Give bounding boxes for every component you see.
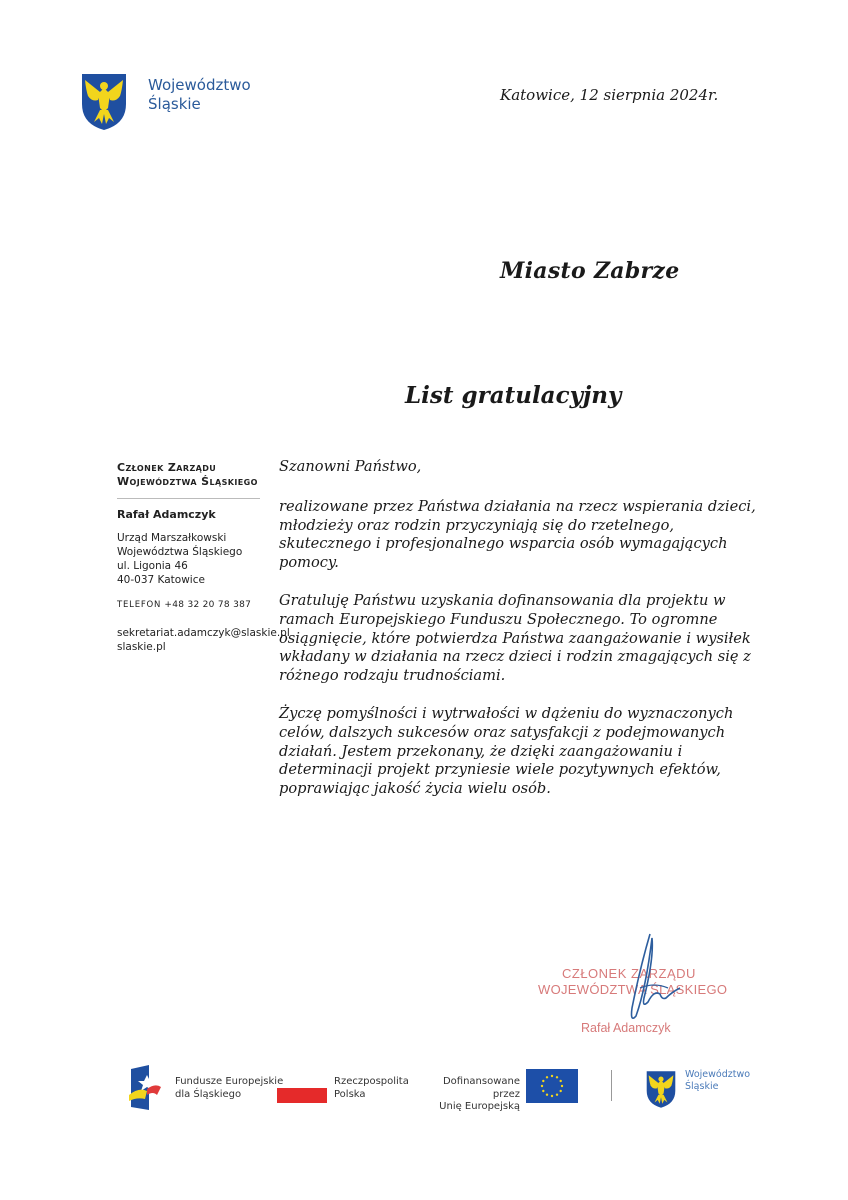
stamp-line2: WOJEWÓDZTWA ŚLĄSKIEGO	[538, 982, 728, 997]
eu-line1: Dofinansowane przez	[442, 1076, 520, 1100]
sender-email[interactable]: sekretariat.adamczyk@slaskie.pl	[117, 627, 290, 639]
european-funds-logo-icon	[127, 1065, 167, 1110]
fe-line1: Fundusze Europejskie	[175, 1076, 284, 1087]
sender-website[interactable]: slaskie.pl	[117, 641, 166, 653]
poland-flag-icon	[277, 1088, 327, 1103]
eu-cofunded-label	[424, 1076, 520, 1114]
logo-text-line1: Województwo	[148, 76, 251, 94]
region-line1: Województwo	[685, 1069, 751, 1080]
address-line: Województwa Śląskiego	[117, 546, 243, 558]
phone-number: +48 32 20 78 387	[164, 600, 252, 610]
eu-line2: Unię Europejską	[439, 1101, 520, 1112]
pl-line2: Polska	[334, 1088, 366, 1100]
voivodeship-logo	[80, 72, 250, 134]
stamp-line3: Rafał Adamczyk	[581, 1021, 671, 1035]
sender-name: Rafał Adamczyk	[117, 508, 216, 521]
paragraph: Gratuluję Państwu uzyskania dofinansowania dla projektu w ramach Europejskiego Funduszu Społecznego. To ogromne osiągnięcie, które potwierdza Państwa zaangażowanie i wysiłek wkładany w działania na rzecz dzieci i rodzin zmagających się z różnego rodzaju trudnościami.	[279, 591, 751, 685]
phone-label: TELEFON	[117, 600, 162, 610]
silesia-crest-icon	[645, 1070, 677, 1109]
european-funds-label	[175, 1076, 283, 1101]
paragraph: realizowane przez Państwa działania na rzecz wspierania dzieci, młodzieży oraz rodzin przyczyniają się do rzetelnego, skutecznego i profesjonalnego wsparcia osób wymagających pomocy.	[279, 497, 756, 572]
logo-text-line2: Śląskie	[148, 95, 201, 113]
sender-address	[117, 531, 262, 587]
sender-sidebar	[117, 461, 290, 654]
letter-body	[279, 458, 759, 818]
paragraph: Życzę pomyślności i wytrwałości w dążeniu do wyznaczonych celów, dalszych sukcesów oraz satysfakcji z podejmowanych działań. Jestem przekonany, że dzięki zaangażowaniu i determinacji projekt przyniesie wiele pozytywnych efektów, poprawiając jakość życia wielu osób.	[279, 704, 734, 798]
letter-title: List gratulacyjny	[405, 382, 622, 409]
stamp-line1: CZŁONEK ZARZĄDU	[562, 966, 696, 981]
sender-phone	[117, 599, 262, 612]
footer-divider	[611, 1070, 612, 1101]
pl-line1: Rzeczpospolita	[334, 1076, 409, 1087]
sender-role-line1: Członek Zarządu	[117, 461, 217, 474]
sender-role-line2: Województwa Śląskiego	[117, 475, 258, 488]
silesia-crest-icon	[80, 72, 128, 132]
handwritten-signature	[610, 928, 690, 1038]
address-line: ul. Ligonia 46	[117, 560, 188, 572]
sidebar-divider	[117, 498, 260, 499]
sender-contacts	[117, 626, 290, 654]
address-line: 40-037 Katowice	[117, 574, 205, 586]
region-line2: Śląskie	[685, 1081, 719, 1092]
recipient: Miasto Zabrze	[500, 258, 680, 284]
letter-date: Katowice, 12 sierpnia 2024r.	[500, 86, 719, 104]
footer-region-label	[685, 1069, 750, 1093]
greeting: Szanowni Państwo,	[279, 458, 422, 475]
eu-flag-icon	[526, 1069, 578, 1103]
poland-label	[334, 1076, 409, 1101]
address-line: Urząd Marszałkowski	[117, 532, 227, 544]
fe-line2: dla Śląskiego	[175, 1088, 242, 1100]
